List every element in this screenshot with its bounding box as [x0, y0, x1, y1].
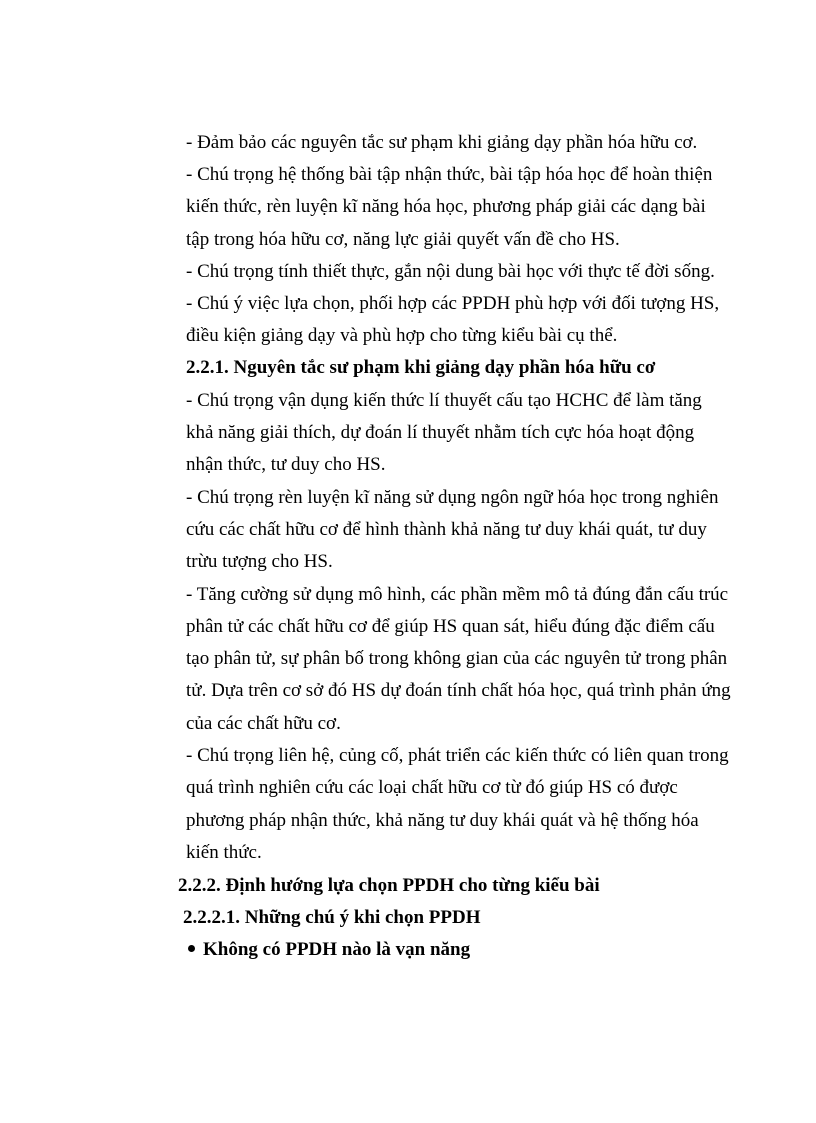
bullet-text: Không có PPDH nào là vạn năng: [203, 939, 471, 960]
text-line: - Chú ý việc lựa chọn, phối hợp các PPDH phù hợp với đối tượng HS,: [186, 293, 720, 314]
section-heading-2-2-2: 2.2.2. Định hướng lựa chọn PPDH cho từng kiểu bài: [178, 875, 600, 896]
text-line: tử. Dựa trên cơ sở đó HS dự đoán tính chất hóa học, quá trình phản ứng: [186, 680, 731, 701]
text-line: tập trong hóa hữu cơ, năng lực giải quyết vấn đề cho HS.: [186, 229, 620, 250]
text-line: phân tử các chất hữu cơ để giúp HS quan sát, hiểu đúng đặc điểm cấu: [186, 616, 715, 637]
text-line: quá trình nghiên cứu các loại chất hữu cơ từ đó giúp HS có được: [186, 777, 678, 798]
text-line: - Chú trọng liên hệ, củng cố, phát triển các kiến thức có liên quan trong: [186, 745, 729, 766]
text-line: kiến thức.: [186, 842, 262, 863]
bullet-item: [188, 938, 470, 962]
text-line: - Chú trọng rèn luyện kĩ năng sử dụng ngôn ngữ hóa học trong nghiên: [186, 487, 719, 508]
text-line: khả năng giải thích, dự đoán lí thuyết nhằm tích cực hóa hoạt động: [186, 422, 695, 443]
text-line: - Chú trọng tính thiết thực, gắn nội dung bài học với thực tế đời sống.: [186, 261, 715, 282]
text-line: nhận thức, tư duy cho HS.: [186, 454, 386, 475]
text-line: - Đảm bảo các nguyên tắc sư phạm khi giảng dạy phần hóa hữu cơ.: [186, 132, 698, 153]
text-line: - Chú trọng vận dụng kiến thức lí thuyết cấu tạo HCHC để làm tăng: [186, 390, 702, 411]
text-line: kiến thức, rèn luyện kĩ năng hóa học, phương pháp giải các dạng bài: [186, 196, 706, 217]
text-line: của các chất hữu cơ.: [186, 713, 341, 734]
text-line: cứu các chất hữu cơ để hình thành khả năng tư duy khái quát, tư duy: [186, 519, 707, 540]
text-line: trừu tượng cho HS.: [186, 551, 333, 572]
text-line: phương pháp nhận thức, khả năng tư duy khái quát và hệ thống hóa: [186, 810, 699, 831]
bullet-icon: [188, 945, 195, 952]
text-line: điều kiện giảng dạy và phù hợp cho từng kiểu bài cụ thể.: [186, 325, 618, 346]
text-line: - Tăng cường sử dụng mô hình, các phần mềm mô tả đúng đắn cấu trúc: [186, 584, 729, 605]
text-line: - Chú trọng hệ thống bài tập nhận thức, bài tập hóa học để hoàn thiện: [186, 164, 713, 185]
section-heading-2-2-2-1: 2.2.2.1. Những chú ý khi chọn PPDH: [183, 907, 481, 928]
text-line: tạo phân tử, sự phân bố trong không gian của các nguyên tử trong phân: [186, 648, 728, 669]
section-heading-2-2-1: 2.2.1. Nguyên tắc sư phạm khi giảng dạy phần hóa hữu cơ: [186, 357, 656, 378]
